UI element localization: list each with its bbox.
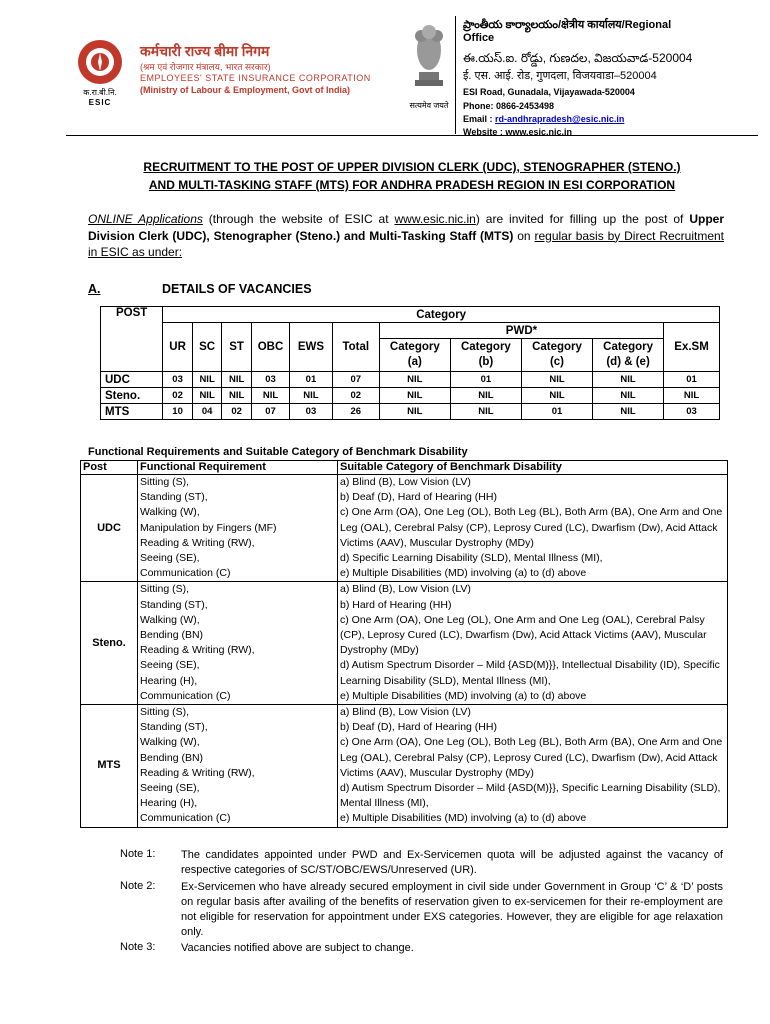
list-item: Standing (ST), [140,491,208,504]
intro-online: ONLINE Applications [88,212,203,226]
cell: 02 [222,404,252,420]
table-row [81,582,728,705]
col-header: EWS [290,323,333,372]
cell: NIL [593,388,664,404]
list-item: Hearing (H), [140,797,198,810]
list-item: Reading & Writing (RW), [140,536,255,549]
row-post: UDC [101,372,163,388]
list-item: Bending (BN) [140,751,204,764]
post-header: POST [101,307,163,372]
org-subtitle-hindi: (श्रम एवं रोजगार मंत्रालय, भारत सरकार) [140,62,271,72]
cell: 03 [664,404,720,420]
ministry-name: (Ministry of Labour & Employment, Govt of India) [140,85,351,95]
pwd-col-label: Category [389,341,440,353]
intro-basis: regular basis by Direct Recruitment in ESIC as under: [88,228,725,259]
intro-text-2: ) are invited for filling up the post of [475,212,690,226]
emblem-caption: सत्यमेव जयते [409,101,449,110]
email-label: Email : [463,114,496,124]
col-header: OBC [251,323,289,372]
fr-requirements [138,705,338,828]
national-emblem-icon [407,20,451,92]
page-title [66,158,758,194]
cell: NIL [521,388,592,404]
cell: 03 [163,372,193,388]
pwd-col-header [521,339,592,372]
cell: 01 [450,372,521,388]
section-title: DETAILS OF VACANCIES [162,282,312,296]
intro-paragraph [88,211,724,261]
fr-header-req: Functional Requirement [138,461,338,475]
cell: 03 [290,404,333,420]
address-english: ESI Road, Gunadala, Vijayawada-520004 [463,87,635,97]
cell: 26 [332,404,379,420]
cell: NIL [593,404,664,420]
fr-categories [338,475,728,582]
email-link[interactable]: rd-andhrapradesh@esic.nic.in [495,114,625,124]
list-item: Reading & Writing (RW), [140,644,255,657]
vacancy-table [100,306,720,420]
phone: Phone: 0866-2453498 [463,101,555,111]
office-title-cont: Office [463,32,495,44]
table-row [101,372,720,388]
fr-header-post: Post [81,461,138,475]
cell: 01 [521,404,592,420]
intro-website-link[interactable]: www.esic.nic.in [394,212,476,226]
list-item: Reading & Writing (RW), [140,766,255,779]
cell: NIL [222,372,252,388]
fr-post: UDC [81,475,138,582]
intro-text-3: on [513,228,535,243]
note-label: Note 2: [120,880,156,892]
list-item: d) Autism Spectrum Disorder – Mild {ASD(M)}}, Specific Learning Disability (SLD), Mental Illness (MI), [340,782,721,810]
note-label: Note 1: [120,848,156,860]
title-line-2: AND MULTI-TASKING STAFF (MTS) FOR ANDHRA PRADESH REGION IN ESI CORPORATION [148,178,676,192]
esic-logo-icon [78,40,122,84]
pwd-col-label: Category [532,341,582,353]
cell: NIL [251,388,289,404]
list-item: e) Multiple Disabilities (MD) involving (a) to (d) above [340,812,587,825]
functional-caption: Functional Requirements and Suitable Category of Benchmark Disability [88,446,468,458]
cell: NIL [192,372,222,388]
list-item: c) One Arm (OA), One Leg (OL), Both Leg (BL), Both Arm (BA), One Arm and One Leg (OAL), Cerebral Palsy (CP), Leprosy Cured (LC), Dwarfism (Dw), Acid Attack Victims (AAV), Muscular Dystrophy (MDy) [340,736,723,779]
table-row [101,404,720,420]
cell: 03 [251,372,289,388]
list-item: a) Blind (B), Low Vision (LV) [340,583,471,596]
list-item: b) Deaf (D), Hard of Hearing (HH) [340,491,497,504]
col-header: Total [332,323,379,372]
list-item: b) Hard of Hearing (HH) [340,598,452,611]
cell: NIL [379,388,450,404]
office-title: ప్రాంతీయ కార్యాలయం/क्षेत्रीय कार्यालय/Regional [463,19,672,31]
office-address-block [455,16,756,137]
section-number: A. [88,282,101,296]
list-item: Standing (ST), [140,721,208,734]
pwd-col-label: Category [603,341,653,353]
fr-post: Steno. [81,582,138,705]
intro-posts: Upper Division Clerk (UDC), Stenographer (Steno.) and Multi-Tasking Staff (MTS) [88,212,724,243]
pwd-col-label: Category [460,341,511,353]
table-row [101,388,720,404]
list-item: c) One Arm (OA), One Leg (OL), Both Leg (BL), Both Arm (BA), One Arm and One Leg (OAL), Cerebral Palsy (CP), Leprosy Cured (LC), Dwarfism (Dw), Acid Attack Victims (AAV), Muscular Dystrophy (MDy) [340,506,723,549]
col-header: ST [222,323,252,372]
list-item: Seeing (SE), [140,782,200,795]
note-text: Vacancies notified above are subject to change. [181,942,414,954]
list-item: Communication (C) [140,567,231,580]
pwd-header: PWD* [379,323,663,339]
col-header: SC [192,323,222,372]
logo-text-hindi: क.रा.बी.नि. [83,88,117,97]
col-header: UR [163,323,193,372]
list-item: a) Blind (B), Low Vision (LV) [340,476,471,488]
pwd-col-header [593,339,664,372]
cell: NIL [521,372,592,388]
note-text: The candidates appointed under PWD and Ex-Servicemen quota will be adjusted against the vacancy of respective categories of SC/ST/OBC/EWS/Unreserved (UR). [181,849,723,876]
exsm-header: Ex.SM [664,323,720,372]
cell: NIL [664,388,720,404]
pwd-col-sub: (b) [478,356,494,368]
cell: 02 [163,388,193,404]
list-item: Standing (ST), [140,598,208,611]
address-hindi: ई. एस. आई. रोड, गुणदला, विजयवाडा–520004 [463,70,657,82]
email-line [463,113,624,125]
cell: NIL [192,388,222,404]
list-item: Walking (W), [140,506,200,519]
note-text: Ex-Servicemen who have already secured employment in civil side under Government in Group ‘C’ & ‘D’ posts on regular basis after availing of the benefits of reservation given to ex-servicemen for their re-employment are not eligible for reservation for appointment under EXS categories. However, they are eligible for age relaxation only. [181,881,723,938]
list-item: e) Multiple Disabilities (MD) involving (a) to (d) above [340,567,587,580]
fr-categories [338,582,728,705]
pwd-col-header [379,339,450,372]
fr-categories [338,705,728,828]
fr-header-cat: Suitable Category of Benchmark Disability [338,461,728,475]
logo-caption [78,88,122,108]
cell: NIL [450,388,521,404]
list-item: d) Specific Learning Disability (SLD), Mental Illness (MI), [340,552,603,565]
cell: 02 [332,388,379,404]
list-item: b) Deaf (D), Hard of Hearing (HH) [340,721,497,734]
intro-text-1: (through the website of ESIC at [202,212,395,226]
list-item: Sitting (S), [140,583,190,596]
cell: 01 [290,372,333,388]
table-row [81,705,728,828]
category-header: Category [163,307,720,323]
list-item: Seeing (SE), [140,552,200,565]
fr-requirements [138,582,338,705]
list-item: Communication (C) [140,812,231,825]
cell: NIL [379,372,450,388]
list-item: e) Multiple Disabilities (MD) involving (a) to (d) above [340,689,587,702]
logo-text-english: ESIC [88,98,112,107]
note-label: Note 3: [120,941,156,953]
list-item: Sitting (S), [140,706,190,719]
list-item: Walking (W), [140,613,200,626]
row-post: Steno. [101,388,163,404]
cell: 01 [664,372,720,388]
cell: 10 [163,404,193,420]
address-telugu: ఈ.యస్.ఐ. రోడ్డు, గుణదల, విజయవాడ-520004 [463,51,693,65]
cell: NIL [290,388,333,404]
pwd-col-header [450,339,521,372]
title-line-1: RECRUITMENT TO THE POST OF UPPER DIVISION CLERK (UDC), STENOGRAPHER (STENO.) [143,160,681,174]
list-item: Walking (W), [140,736,200,749]
list-item: d) Autism Spectrum Disorder – Mild {ASD(M)}}, Intellectual Disability (ID), Specific Learning Disability (SLD), Mental Illness (MI), [340,659,720,687]
list-item: c) One Arm (OA), One Leg (OL), One Arm and One Leg (OAL), Cerebral Palsy (CP), Leprosy Cured (LC), Dwarfism (Dw), Acid Attack Victims (AAV), Muscular Dystrophy (MDy) [340,613,707,657]
list-item: Seeing (SE), [140,659,200,672]
pwd-col-sub: (a) [407,356,422,368]
org-name-hindi: कर्मचारी राज्य बीमा निगम [140,43,270,59]
cell: 07 [251,404,289,420]
pwd-col-sub: (d) & (e) [606,356,650,368]
cell: 07 [332,372,379,388]
website: Website : www.esic.nic.in [463,127,573,137]
functional-table [80,460,728,828]
table-row [81,475,728,582]
header-divider [66,135,758,136]
list-item: Hearing (H), [140,674,198,687]
fr-post: MTS [81,705,138,828]
list-item: Manipulation by Fingers (MF) [140,521,277,534]
cell: NIL [450,404,521,420]
list-item: a) Blind (B), Low Vision (LV) [340,706,471,719]
org-name-english: EMPLOYEES' STATE INSURANCE CORPORATION [140,73,371,83]
cell: NIL [593,372,664,388]
list-item: Sitting (S), [140,476,190,488]
cell: NIL [379,404,450,420]
fr-requirements [138,475,338,582]
cell: NIL [222,388,252,404]
list-item: Bending (BN) [140,629,204,642]
cell: 04 [192,404,222,420]
pwd-col-sub: (c) [549,356,565,368]
list-item: Communication (C) [140,689,231,702]
row-post: MTS [101,404,163,420]
